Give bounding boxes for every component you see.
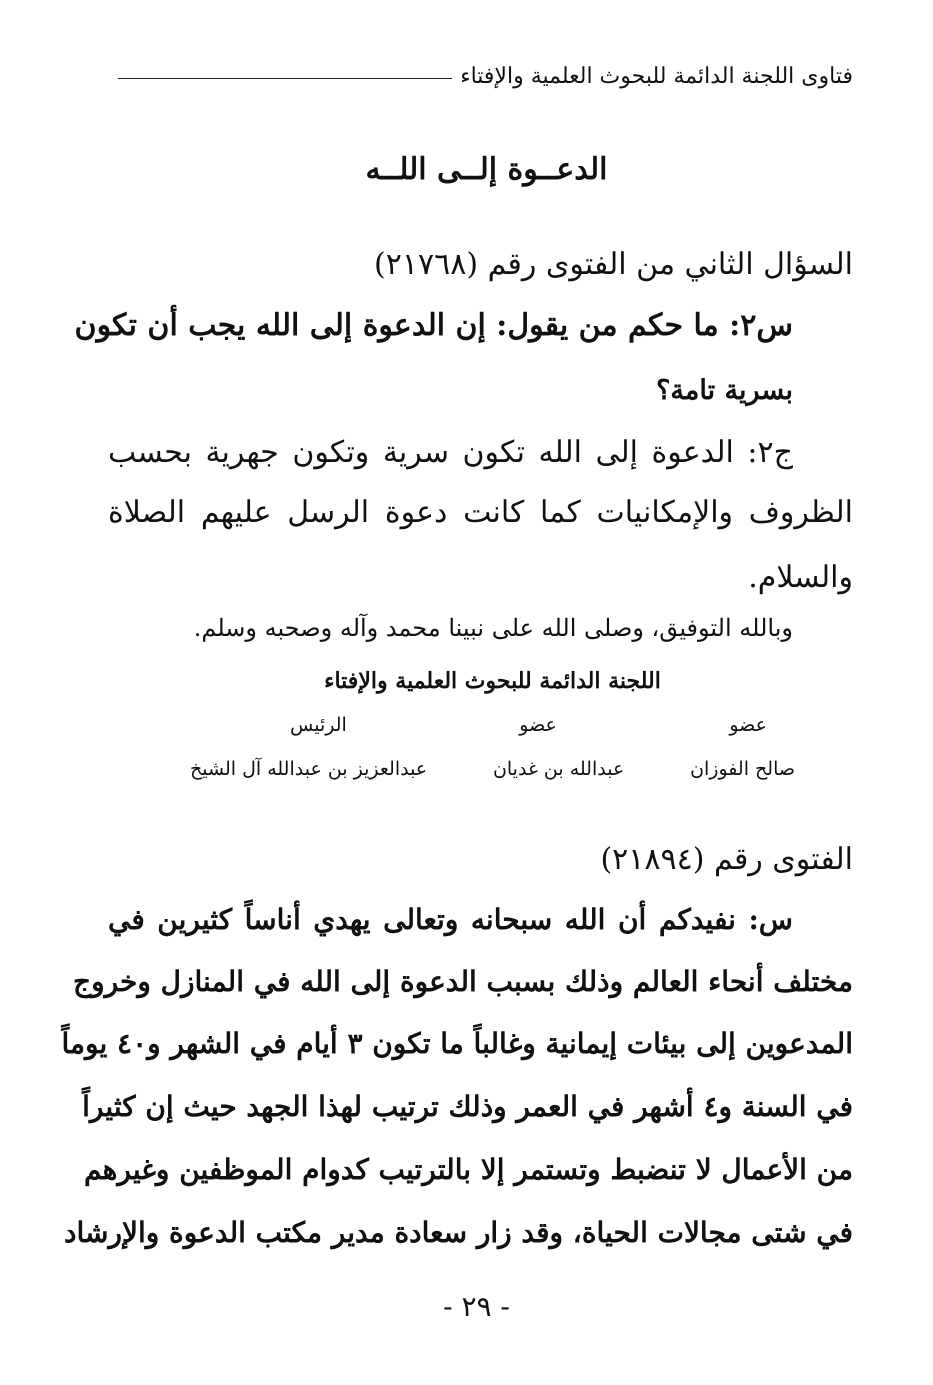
signature-role-member-2: عضو — [519, 714, 557, 736]
fatwa2-question-line-6: في شتى مجالات الحياة، وقد زار سعادة مدير مكتب الدعوة والإرشاد — [64, 1216, 853, 1249]
fatwa2-question-line-3: المدعوين إلى بيئات إيمانية وغالباً ما تكون ٣ أيام في الشهر و٤٠ يوماً — [61, 1027, 853, 1060]
chapter-title: الدعــوة إلــى اللــه — [365, 152, 608, 187]
page-number: - ٢٩ - — [443, 1290, 510, 1323]
fatwa1-ref: السؤال الثاني من الفتوى رقم (٢١٧٦٨) — [374, 247, 853, 282]
fatwa1-answer-line-2: الظروف والإمكانيات كما كانت دعوة الرسل عليهم الصلاة — [108, 495, 853, 530]
running-header — [118, 56, 853, 96]
header-title: فتاوى اللجنة الدائمة للبحوث العلمية والإفتاء — [460, 63, 853, 89]
fatwa1-closing: وبالله التوفيق، وصلى الله على نبينا محمد وآله وصحبه وسلم. — [193, 614, 793, 642]
signature-name-3: عبدالعزيز بن عبدالله آل الشيخ — [190, 758, 428, 780]
fatwa1-question-line-2: بسرية تامة؟ — [656, 375, 793, 406]
fatwa2-question-line-4: في السنة و٤ أشهر في العمر وذلك ترتيب لهذا الجهد حيث إن كثيراً — [82, 1090, 853, 1123]
signature-role-president: الرئيس — [290, 714, 347, 736]
fatwa2-question-line-5: من الأعمال لا تنضبط وتستمر إلا بالترتيب كدوام الموظفين وغيرهم — [83, 1153, 853, 1186]
fatwa2-question-line-2: مختلف أنحاء العالم وذلك بسبب الدعوة إلى الله في المنازل وخروج — [73, 965, 853, 998]
fatwa1-answer-line-3: والسلام. — [748, 560, 853, 595]
signature-name-1: صالح الفوزان — [690, 758, 795, 780]
header-rule — [118, 78, 452, 79]
committee-name: اللجنة الدائمة للبحوث العلمية والإفتاء — [324, 668, 661, 694]
signature-names — [190, 758, 795, 780]
fatwa2-question-line-1: س: نفيدكم أن الله سبحانه وتعالى يهدي أناساً كثيرين في — [108, 903, 793, 936]
signature-name-2: عبدالله بن غديان — [492, 758, 625, 780]
fatwa2-ref: الفتوى رقم (٢١٨٩٤) — [600, 842, 853, 877]
signature-role-member-1: عضو — [729, 714, 767, 736]
fatwa1-question-line-1: س٢: ما حكم من يقول: إن الدعوة إلى الله يجب أن تكون — [74, 308, 793, 343]
signature-roles — [290, 714, 767, 736]
fatwa1-answer-line-1: ج٢: الدعوة إلى الله تكون سرية وتكون جهرية بحسب — [108, 435, 793, 470]
